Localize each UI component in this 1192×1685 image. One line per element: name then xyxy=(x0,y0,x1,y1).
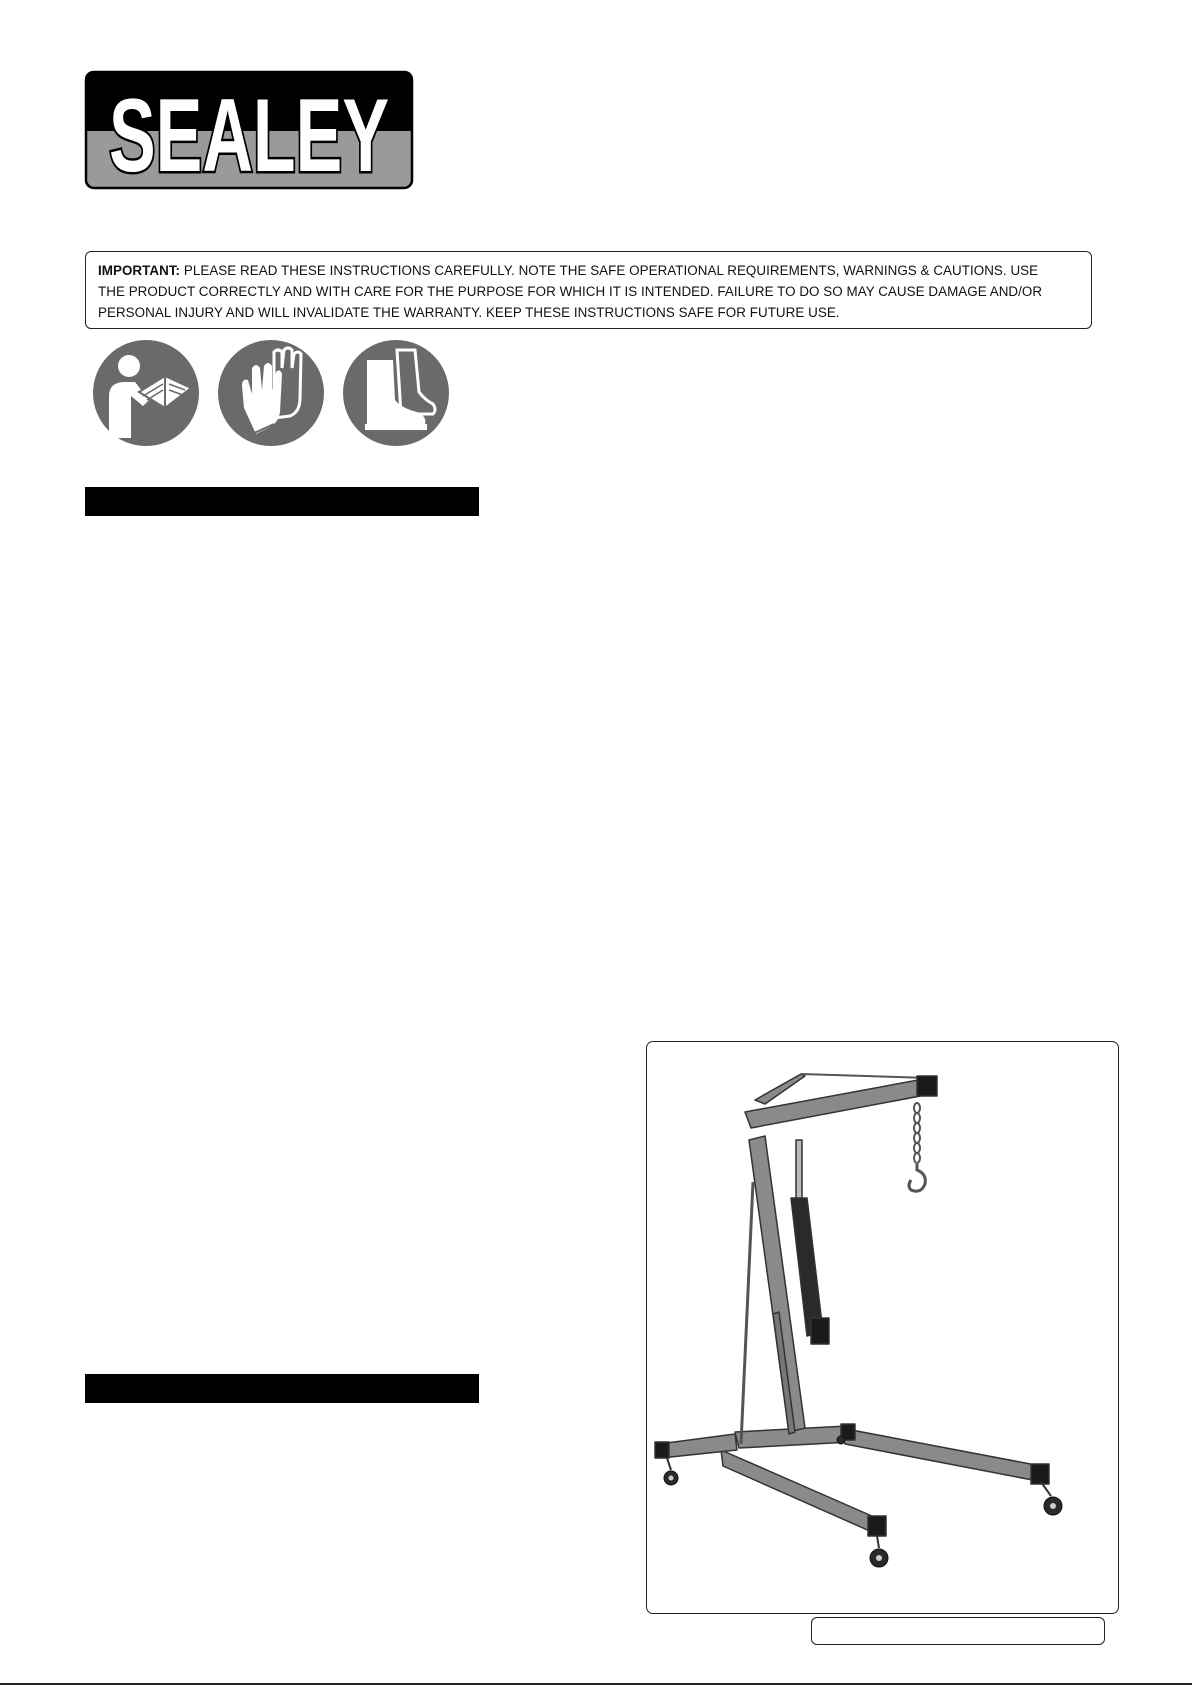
sealey-logo xyxy=(85,71,413,194)
section-header-bar xyxy=(85,487,479,516)
important-notice xyxy=(85,251,1092,329)
wear-safety-boots-icon xyxy=(341,338,451,448)
model-caption-box xyxy=(811,1617,1105,1645)
notice-line-3: PERSONAL INJURY AND WILL INVALIDATE THE WARRANTY. KEEP THESE INSTRUCTIONS SAFE FOR FUTURE USE. xyxy=(98,305,840,320)
notice-label: IMPORTANT: xyxy=(98,263,181,278)
read-manual-icon xyxy=(91,338,201,448)
notice-line-2: THE PRODUCT CORRECTLY AND WITH CARE FOR THE PURPOSE FOR WHICH IT IS INTENDED. FAILURE TO DO SO MAY CAUSE DAMAGE AND/OR xyxy=(98,284,1043,299)
notice-line-1: IMPORTANT: PLEASE READ THESE INSTRUCTIONS CAREFULLY. NOTE THE SAFE OPERATIONAL REQUIREMENTS, WARNINGS & CAUTIONS. USE xyxy=(98,263,1039,278)
engine-crane-illustration xyxy=(655,1070,1110,1606)
wear-gloves-icon xyxy=(216,338,326,448)
product-image-frame xyxy=(646,1041,1119,1614)
section-header-bar xyxy=(85,1374,479,1403)
logo-text: SEALEY xyxy=(109,78,389,194)
